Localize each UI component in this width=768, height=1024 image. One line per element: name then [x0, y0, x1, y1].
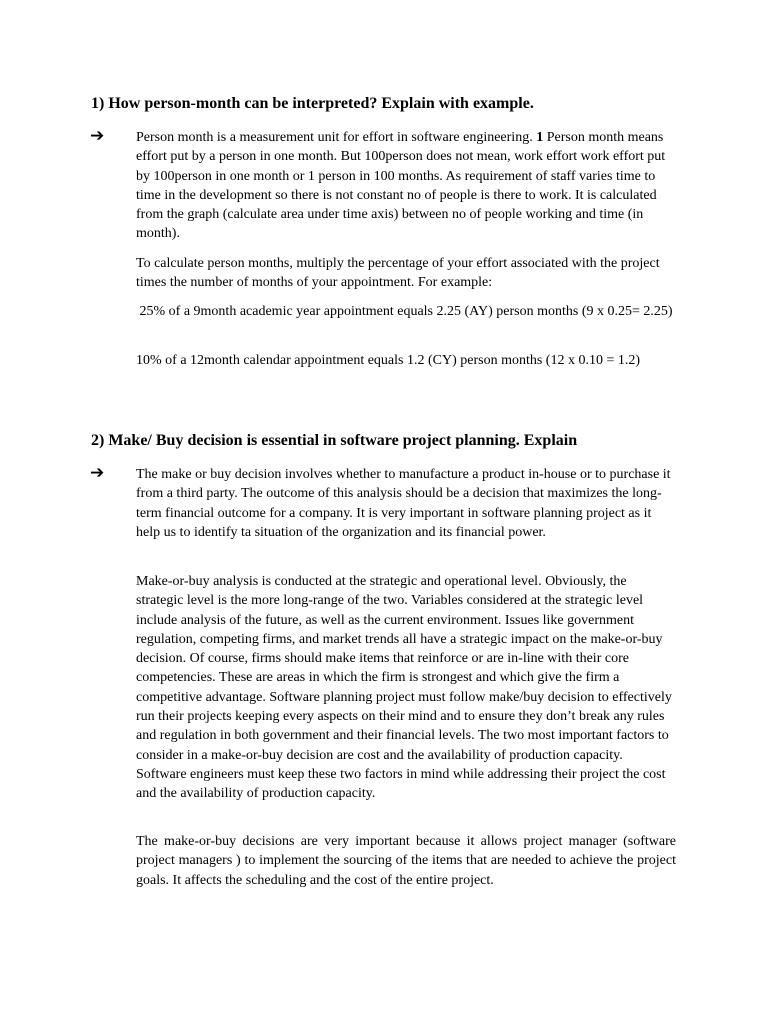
q1-heading: 1) How person-month can be interpreted? Explain with example. [91, 95, 534, 112]
q1-p1-text-start: Person month is a measurement unit for effort in software engineering. [136, 130, 537, 145]
q2-paragraph-2: Make-or-buy analysis is conducted at the strategic and operational level. Obviously, the strategic level is the more long-range of the two. Variables considered at the strategic level include analysis of the future, as well as the current environment. Issues like government regulation, competing firms, and market trends all have a strategic impact on the make-or-buy decision. Of course, firms should make items that reinforce or are in-line with their core competencies. These are areas in which the firm is strongest and which give the firm a competitive advantage. Software planning project must follow make/buy decision to effectively run their projects keeping every aspects on their mind and to ensure they don’t break any rules and regulation in both government and their financial levels. The two most important factors to consider in a make-or-buy decision are cost and the availability of production capacity. Software engineers must keep these two factors in mind while addressing their project the cost and the availability of production capacity. [136, 574, 672, 802]
q1-arrow-icon: ➔ [90, 126, 105, 146]
q2-paragraph-3: The make-or-buy decisions are very important because it allows project manager (software project managers ) to implement the sourcing of the items that are needed to achieve the project goals. It affects the scheduling and the cost of the entire project. [136, 834, 676, 888]
q1-example-1: 25% of a 9month academic year appointment equals 2.25 (AY) person months (9 x 0.25= 2.25) [136, 304, 673, 319]
q1-p1-text-end: Person month means effort put by a person in one month. But 100person does not mean, work effort work effort put by 100person in one month or 1 person in 100 months. As requirement of staff varies time to time in the development so there is not constant no of people is there to work. It is calculated from the graph (calculate area under time axis) between no of people working and time (in month). [136, 130, 666, 242]
q1-p1-bold-number: 1 [536, 130, 544, 145]
q2-paragraph-1: The make or buy decision involves whether to manufacture a product in-house or to purchase it from a third party. The outcome of this analysis should be a decision that maximizes the long-term financial outcome for a company. It is very important in software planning project as it help us to identify ta situation of the organization and its financial power. [136, 467, 671, 540]
q1-paragraph-1 [136, 128, 676, 244]
q1-paragraph-2: To calculate person months, multiply the percentage of your effort associated with the project times the number of months of your appointment. For example: [136, 256, 660, 291]
q2-heading: 2) Make/ Buy decision is essential in software project planning. Explain [91, 432, 578, 449]
q2-arrow-icon: ➔ [90, 463, 105, 483]
q1-example-2: 10% of a 12month calendar appointment equals 1.2 (CY) person months (12 x 0.10 = 1.2) [136, 353, 641, 368]
